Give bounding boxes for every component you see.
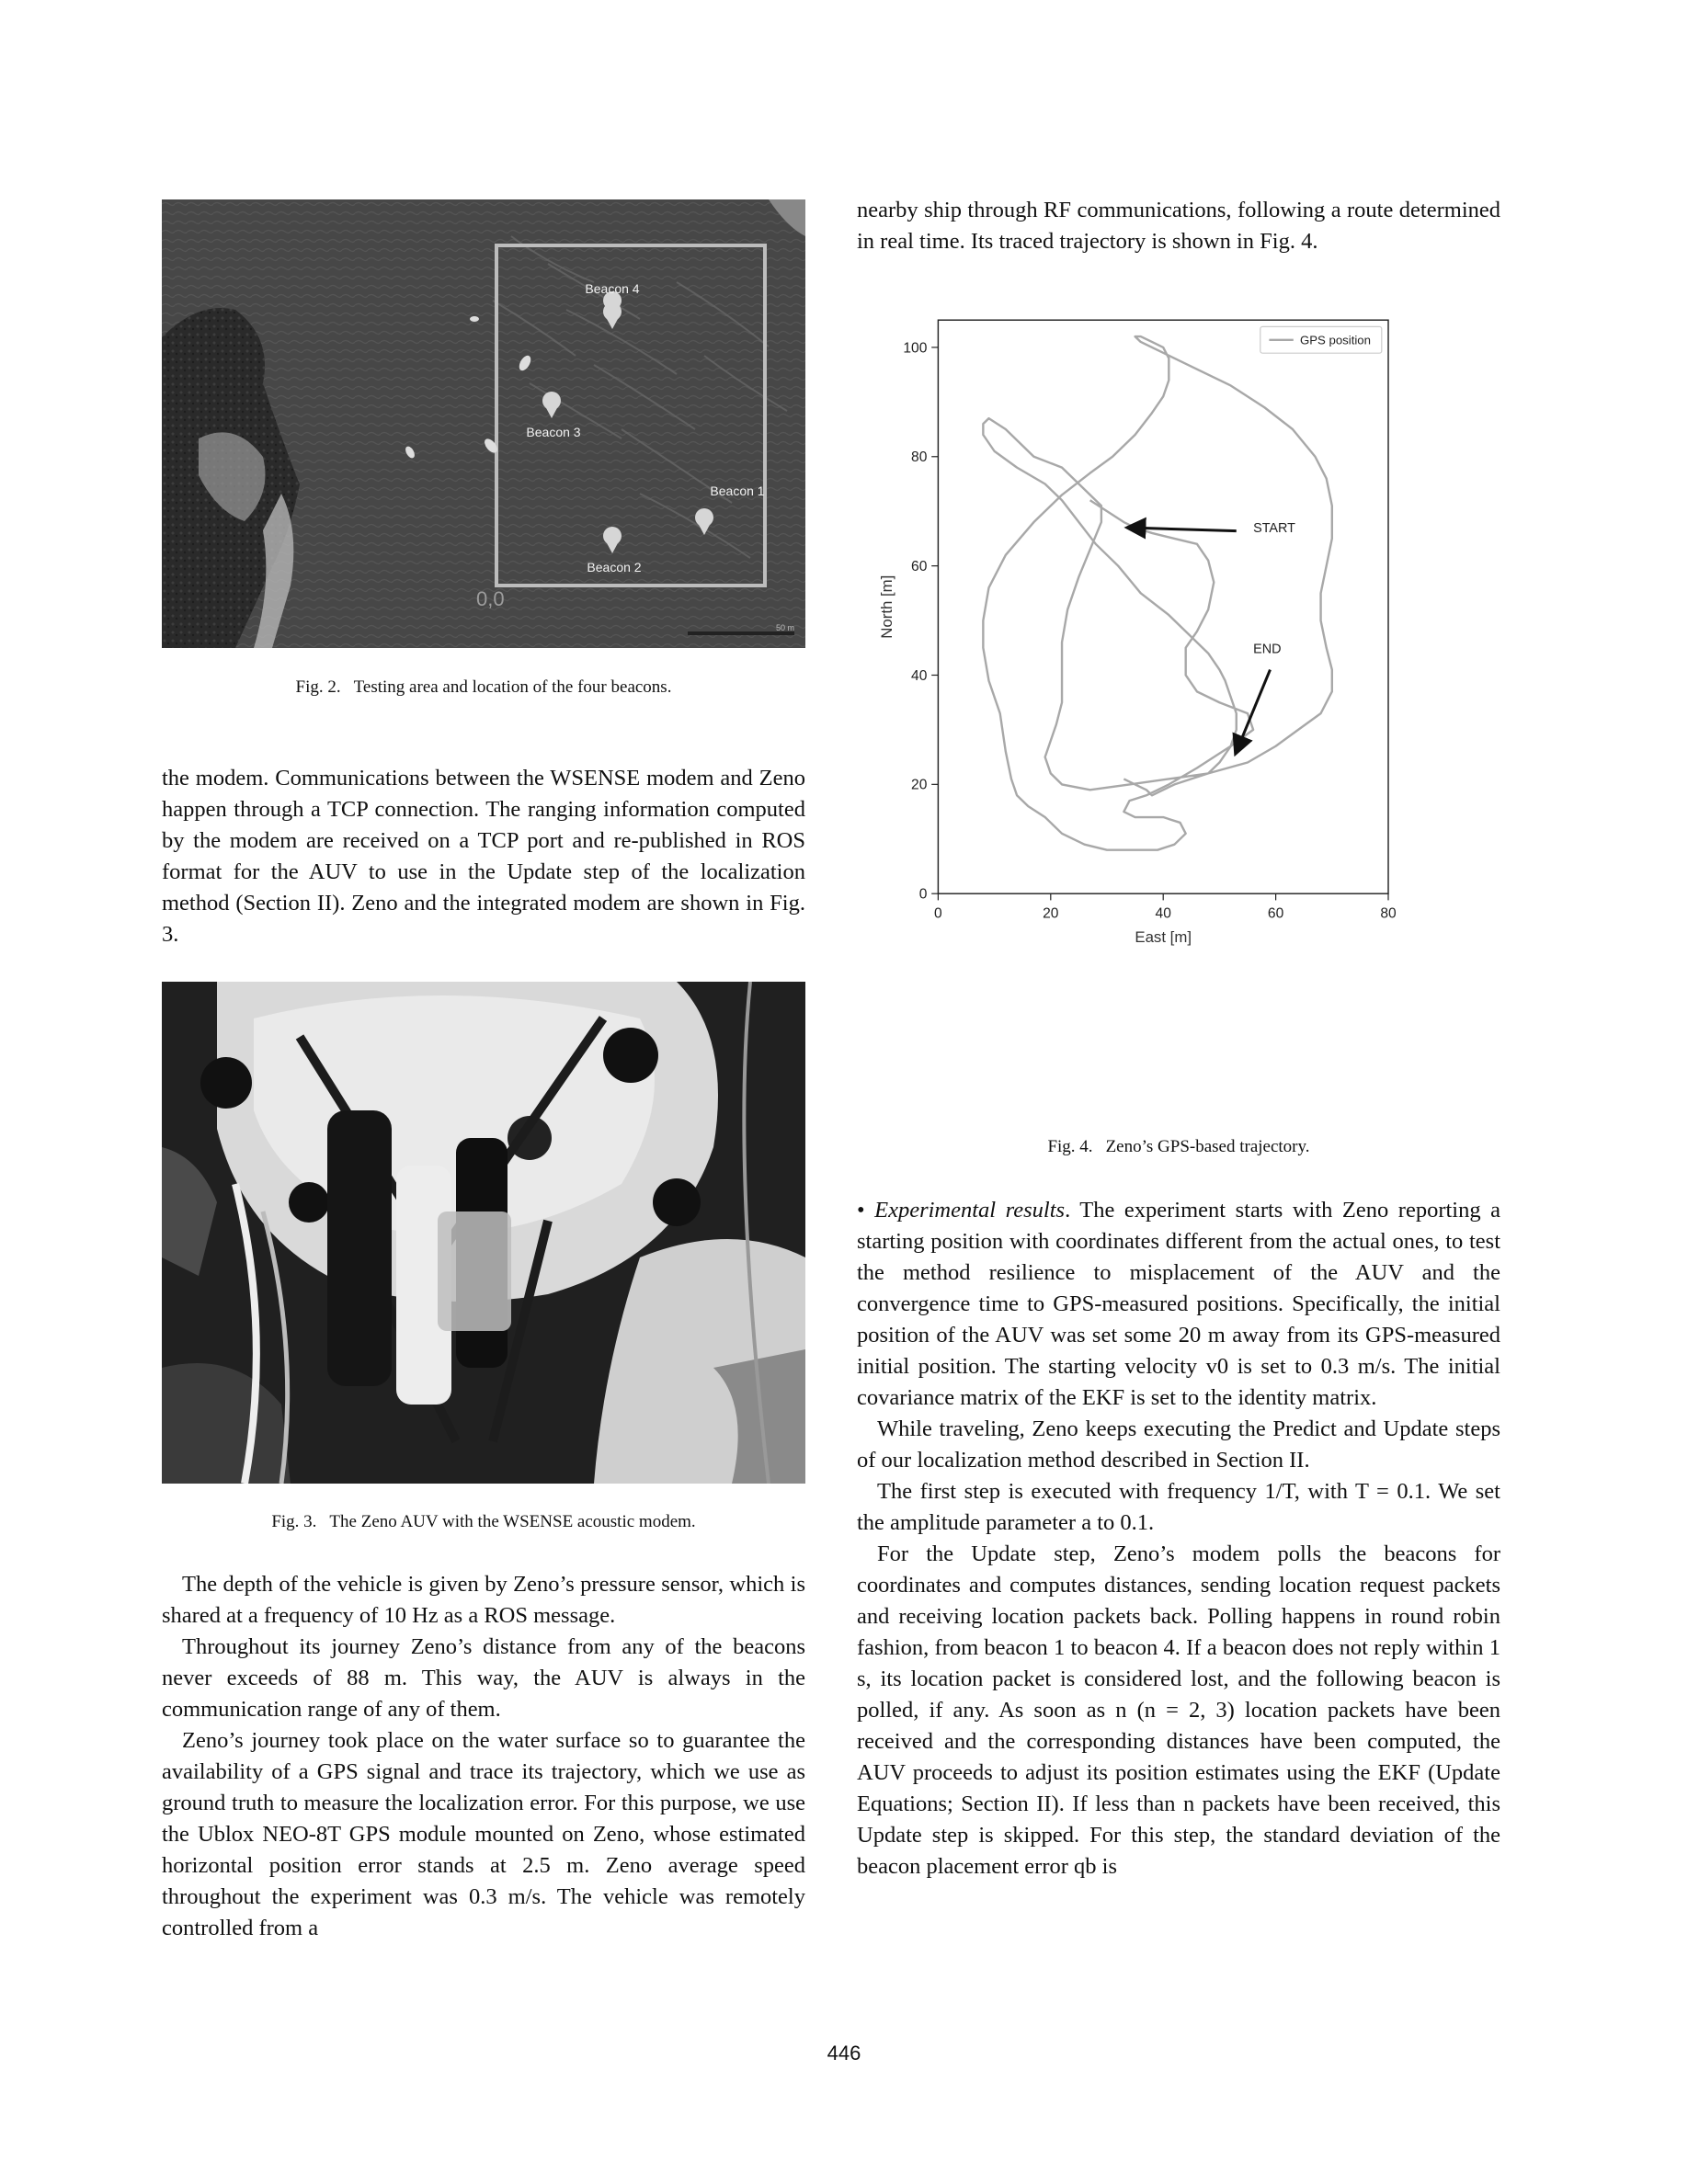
y-tick-label: 80 [911, 449, 928, 466]
left-paragraph-journey: Zeno’s journey took place on the water surface so to guarantee the availability of a GPS signal and trace its trajectory, which we use as ground truth to measure the localization error. For this purpose, we use the Ublox NEO-8T GPS module mounted on Zeno, whose estimated horizontal position error stands at 2.5 m. Zeno average speed throughout the experiment was 0.3 m/s. The vehicle was remotely controlled from a [162, 1728, 805, 1940]
beacon-3-label: Beacon 3 [526, 425, 581, 439]
fig4-caption-text: Zeno’s GPS-based trajectory. [1105, 1137, 1310, 1156]
scale-label: 50 m [776, 623, 795, 632]
fig3-caption [162, 1511, 805, 1533]
results-heading: Experimental results [874, 1198, 1066, 1223]
fig2-caption [162, 677, 805, 699]
right-paragraph-first-step: The first step is executed with frequency 1/T, with T = 0.1. We set the amplitude parameter a to 0.1. [857, 1479, 1500, 1535]
right-paragraph-update: For the Update step, Zeno’s modem polls the beacons for coordinates and computes distances, sending location request packets and receiving location packets back. Polling happens in round robin fashion, from beacon 1 to beacon 4. If a beacon does not reply within 1 s, its location packet is considered lost, and the following beacon is polled, if any. As soon as n (n = 2, 3) location packets have been received and the corresponding distances have been computed, the AUV proceeds to adjust its position estimates using the EKF (Update Equations; Section II). If less than n packets have been received, this Update step is skipped. For this step, the standard deviation of the beacon placement error qb is [857, 1541, 1500, 1879]
x-axis-label: East [m] [1135, 928, 1192, 946]
left-paragraph-depth: The depth of the vehicle is given by Zeno’s pressure sensor, which is shared at a frequency of 10 Hz as a ROS message. [162, 1572, 805, 1628]
fig3-label: Fig. 3. [271, 1512, 317, 1531]
fig3-auv-svg [162, 982, 805, 1484]
beacon-2-label: Beacon 2 [587, 560, 642, 574]
fig2-caption-text: Testing area and location of the four beacons. [353, 677, 672, 697]
right-paragraph-results [857, 1195, 1500, 1414]
fig4-label: Fig. 4. [1047, 1137, 1093, 1156]
left-paragraph-distance: Throughout its journey Zeno’s distance from any of the beacons never exceeds of 88 m. This way, the AUV is always in the communication range of any of them. [162, 1634, 805, 1722]
fig4-caption [857, 1136, 1500, 1158]
right-paragraph-top: nearby ship through RF communications, following a route determined in real time. Its traced trajectory is shown in Fig. 4. [857, 198, 1500, 254]
y-tick-label: 40 [911, 667, 928, 684]
beacon-1-label: Beacon 1 [710, 483, 765, 498]
left-paragraph-modem: the modem. Communications between the WSENSE modem and Zeno happen through a TCP connection. The ranging information computed by the modem are received on a TCP port and re-published in ROS format for the AUV to use in the Update step of the localization method (Section II). Zeno and the integrated modem are shown in Fig. 3. [162, 766, 805, 947]
legend-label: GPS position [1300, 333, 1371, 347]
y-tick-label: 20 [911, 777, 928, 793]
x-tick-label: 20 [1043, 905, 1059, 922]
fig2-label: Fig. 2. [295, 677, 341, 697]
x-tick-label: 60 [1267, 905, 1284, 922]
origin-label: 0,0 [476, 587, 505, 610]
bullet: • [857, 1198, 865, 1223]
right-paragraph-traveling: While traveling, Zeno keeps executing the Predict and Update steps of our localization method described in Section II. [857, 1416, 1500, 1473]
beacon-4-label: Beacon 4 [585, 281, 640, 296]
y-tick-label: 100 [903, 340, 928, 357]
x-tick-label: 0 [934, 905, 942, 922]
plot-legend [1260, 326, 1382, 353]
page-number: 446 [827, 2042, 861, 2065]
results-text: . The experiment starts with Zeno reporting a starting position with coordinates different from the actual ones, to test the method resilience to misplacement of the AUV and the convergence time to GPS-measured positions. Specifically, the initial position of the AUV was set some 20 m away from its GPS-measured initial position. The starting velocity v0 is set to 0.3 m/s. The initial covariance matrix of the EKF is set to the identity matrix. [857, 1198, 1500, 1410]
fig2-map-svg [162, 199, 805, 648]
y-axis-label: North [m] [878, 574, 895, 639]
plot-series [983, 336, 1331, 850]
gps-trajectory-line [983, 336, 1331, 850]
start-annotation: START [1253, 520, 1295, 536]
y-tick-label: 0 [918, 886, 928, 903]
fig3-photo [162, 982, 805, 1484]
plot-annotations [1129, 521, 1295, 752]
fig2-aerial-image [162, 199, 805, 648]
x-tick-label: 80 [1380, 905, 1397, 922]
end-annotation: END [1253, 642, 1282, 657]
y-tick-label: 60 [911, 559, 928, 575]
fig3-caption-text: The Zeno AUV with the WSENSE acoustic modem. [329, 1512, 696, 1531]
fig4-trajectory-chart [848, 303, 1510, 1112]
x-tick-label: 40 [1155, 905, 1171, 922]
